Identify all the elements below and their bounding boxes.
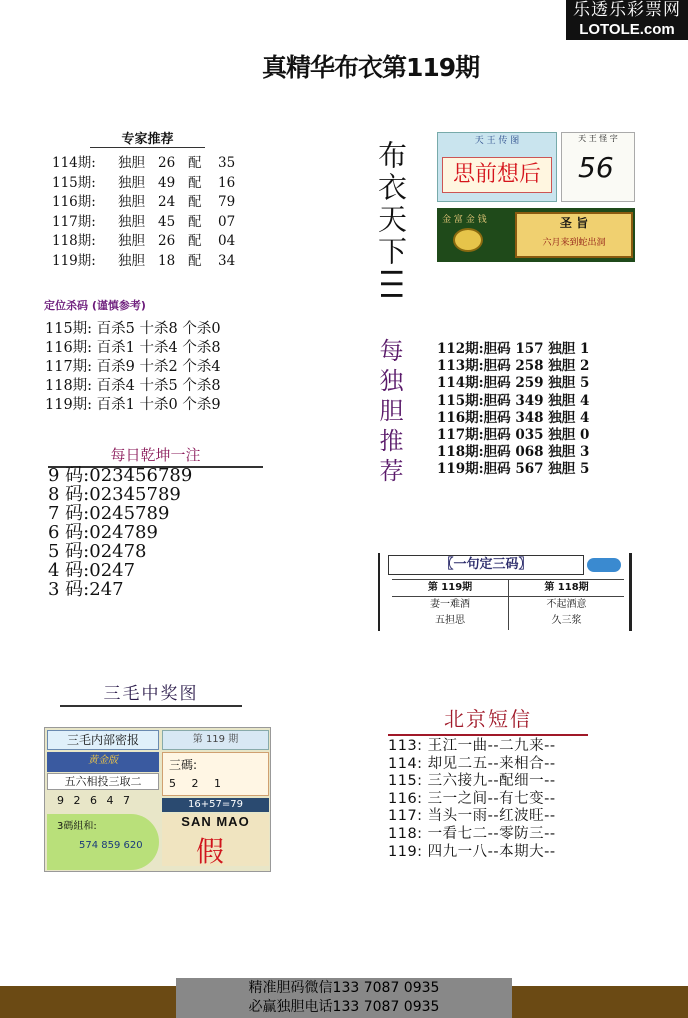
list-item: 118期:胆码 068 独胆 3: [437, 444, 590, 461]
footer-phone: 必赢独胆电话133 7087 0935: [248, 999, 440, 1015]
three-code-table: [378, 553, 632, 631]
list-item: 115: 三六接九--配细一--: [388, 773, 556, 790]
sanmao-heading: 三毛中奖图: [60, 679, 242, 707]
kill-list: [45, 320, 221, 412]
list-item: 117期:胆码 035 独胆 0: [437, 427, 590, 444]
list-item: 114期: 独胆 26 配 35: [52, 155, 236, 171]
list-item: 112期:胆码 157 独胆 1: [437, 341, 590, 357]
sanmao-combo: 3碼組和: 574 859 620: [47, 814, 159, 870]
list-item: 117期: 百杀9 十杀2 个杀4: [45, 359, 221, 375]
list-item: 116期: 百杀1 十杀4 个杀8: [45, 340, 221, 356]
list-item: 117期: 独胆 45 配 07: [52, 213, 236, 230]
car-icon: [587, 558, 621, 572]
list-item: 7 码:0245789: [48, 503, 170, 524]
dan-vertical-title: 每独胆推荐: [375, 338, 403, 488]
list-item: 117: 当头一雨--红波旺--: [388, 808, 556, 825]
list-item: 115期: 百杀5 十杀8 个杀0: [45, 321, 221, 337]
coin-icon: [453, 228, 483, 252]
tianwang-picture: [437, 132, 635, 262]
list-item: 114期:胆码 259 独胆 5: [437, 375, 590, 392]
list-item: 118期: 百杀4 十杀5 个杀8: [45, 378, 221, 394]
list-item: 8 码:02345789: [48, 484, 181, 505]
handwritten-number: 56: [578, 151, 614, 184]
list-item: 114: 却见二五--来相合--: [388, 755, 556, 772]
footer-wechat: 精准胆码微信133 7087 0935: [248, 980, 440, 996]
list-item: 4 码:0247: [48, 560, 136, 581]
sanmao-three-code: 三碼: 5 2 1: [162, 752, 269, 796]
three-code-col-119: 第 119期 妻一难酒 五担思: [392, 580, 508, 630]
riddle-text: 思前想后: [442, 157, 552, 193]
list-item: 116: 三一之间--有七变--: [388, 790, 556, 807]
expert-heading: 专家推荐: [90, 128, 205, 148]
sanmao-brand: SAN MAO 假: [162, 814, 269, 866]
list-item: 118期: 独胆 26 配 04: [52, 233, 236, 249]
buyi-vertical-title: 布衣天下III: [374, 140, 408, 303]
scroll-text: 六月来到蛇出洞: [542, 238, 606, 248]
site-watermark: [566, 0, 688, 40]
expert-list: [52, 154, 235, 271]
list-item: 118: 一看七二--零防三--: [388, 825, 556, 842]
tianwang-panel: [437, 132, 557, 202]
list-item: 115期:胆码 349 独胆 4: [437, 392, 590, 409]
kill-heading: 定位杀码 (谨慎参考): [44, 299, 146, 312]
sms-heading: 北京短信: [388, 703, 588, 736]
sanmao-label: 三毛内部密报: [47, 730, 159, 750]
list-item: 115期: 独胆 49 配 16: [52, 174, 236, 191]
list-item: 119期: 百杀1 十杀0 个杀9: [45, 397, 221, 412]
sanmao-character: 假: [196, 835, 225, 868]
list-item: 9 码:023456789: [48, 465, 193, 486]
watermark-cn: 乐透乐彩票网: [573, 0, 681, 20]
list-item: 113: 王江一曲--二九来--: [388, 738, 556, 754]
list-item: 119: 四九一八--本期大--: [388, 843, 556, 860]
list-item: 119期: 独胆 18 配 34: [52, 252, 236, 269]
daily-list: [48, 466, 192, 599]
sanmao-left: [47, 730, 159, 870]
watermark-url: LOTOLE.com: [579, 21, 675, 38]
three-code-col-118: 第 118期 不起酒意 久三浆: [508, 580, 624, 630]
footer-contact: [176, 978, 512, 1018]
list-item: 119期:胆码 567 独胆 5: [437, 461, 590, 478]
list-item: 6 码:024789: [48, 522, 158, 543]
three-code-grid: [392, 579, 624, 629]
edict-panel: [437, 208, 635, 262]
sanmao-label: 五六相投三取二: [47, 773, 159, 790]
guaizi-panel: [561, 132, 635, 202]
sanmao-picture: [44, 727, 271, 872]
list-item: 116期:胆码 348 独胆 4: [437, 409, 590, 426]
panel-caption: 金 富 金 钱: [442, 215, 487, 225]
list-item: 113期:胆码 258 独胆 2: [437, 358, 590, 375]
dan-list: [437, 341, 589, 479]
edict-scroll: [515, 212, 633, 258]
page-title: 真精华布衣第119期: [262, 53, 480, 82]
sanmao-badge: 黄金版: [47, 752, 159, 772]
sanmao-period: 第 119 期: [162, 730, 269, 750]
list-item: 3 码:247: [48, 579, 124, 600]
three-code-title: 〖一句定三码〗: [388, 555, 584, 575]
panel-caption: 天 王 传 图: [474, 136, 520, 146]
daily-heading: 每日乾坤一注: [48, 444, 263, 468]
sanmao-right: [162, 730, 269, 870]
panel-caption: 天 王 怪 字: [578, 134, 618, 143]
scroll-title: 圣 旨: [559, 216, 589, 230]
sanmao-digits: 9 2 6 4 7: [57, 794, 133, 807]
sanmao-formula: 16+57=79: [162, 798, 269, 812]
list-item: 116期: 独胆 24 配 79: [52, 194, 236, 210]
list-item: 5 码:02478: [48, 541, 147, 562]
sms-list: [388, 738, 556, 861]
